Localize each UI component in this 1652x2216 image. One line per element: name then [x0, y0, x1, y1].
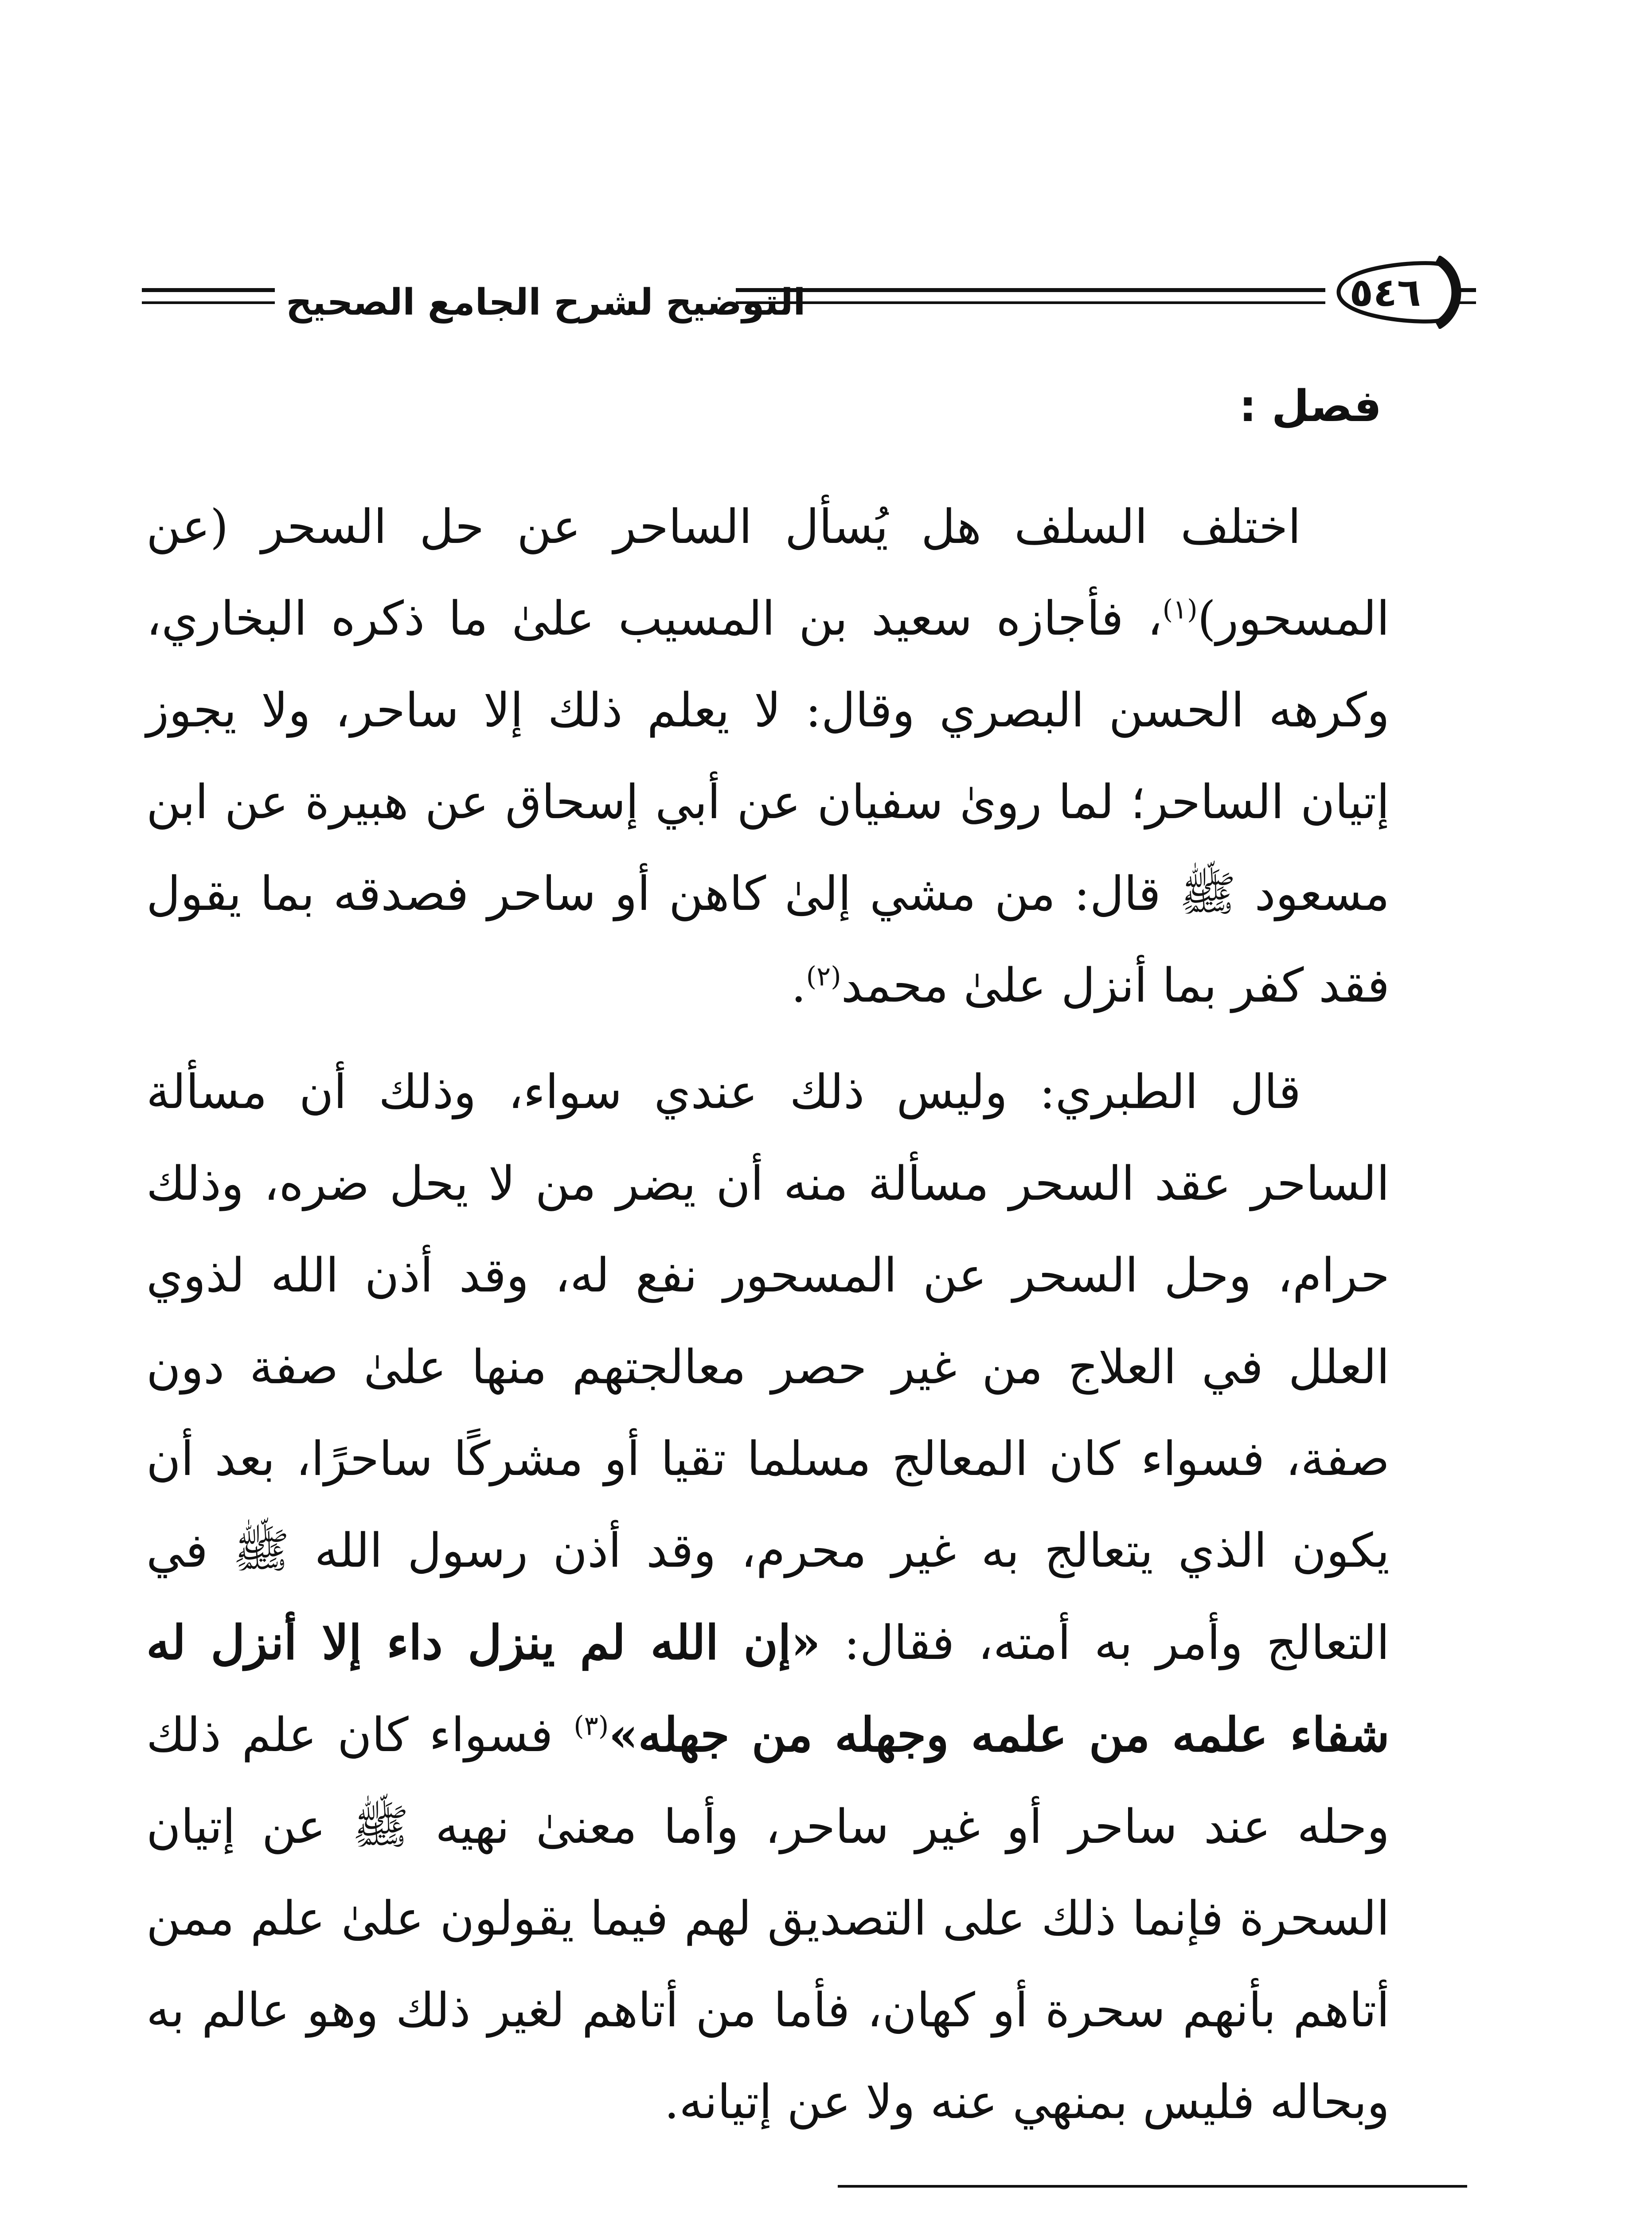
- paragraph-1-part-b: ، فأجازه سعيد بن المسيب علىٰ ما ذكره البخاري، وكرهه الحسن البصري وقال: لا يعلم ذلك إلا ساحر، ولا يجوز إتيان الساحر؛ لما روىٰ سفيان عن أبي إسحاق عن هبيرة عن ابن مسعود ﷺ قال: من مشي إلىٰ كاهن أو ساحر فصدقه بما يقول فقد كفر بما أنزل علىٰ محمد: [146, 591, 1390, 1013]
- paragraph-2-part-b: فسواء كان علم ذلك وحله عند ساحر أو غير ساحر، وأما معنىٰ نهيه ﷺ عن إتيان السحرة فإنما ذلك على التصديق لهم فيما يقولون علىٰ علم ممن أتاهم بأنهم سحرة أو كهان، فأما من أتاهم لغير ذلك وهو عالم به وبحاله فليس بمنهي عنه ولا عن إتيانه.: [146, 1708, 1390, 2129]
- header-rule-middle-top: [736, 288, 1325, 292]
- footnote-ref-1: (١): [1162, 594, 1198, 625]
- hadith-quote: «إن الله لم ينزل داء إلا أنزل له شفاء علمه من علمه وجهله من جهله»: [146, 1615, 1390, 1762]
- footnote-separator: [838, 2185, 1467, 2188]
- paragraph-1-part-a: اختلف السلف هل يُسأل الساحر عن حل السحر (عن المسحور): [146, 499, 1390, 646]
- section-heading: فصل :: [1239, 381, 1382, 432]
- footnote-ref-2: (٢): [806, 961, 841, 992]
- paragraph-2-part-a: قال الطبري: وليس ذلك عندي سواء، وذلك أن مسألة الساحر عقد السحر مسألة منه أن يضر من لا يحل ضره، وذلك حرام، وحل السحر عن المسحور نفع له، وقد أذن الله لذوي العلل في العلاج من غير حصر معالجتهم منها علىٰ صفة دون صفة، فسواء كان المعالج مسلما تقيا أو مشركًا ساحرًا، بعد أن يكون الذي يتعالج به غير محرم، وقد أذن رسول الله ﷺ في التعالج وأمر به أمته، فقال:: [146, 1065, 1390, 1670]
- footnote-number: [1404, 2214, 1457, 2216]
- paragraph-2: [146, 1046, 1390, 2148]
- footnotes: [349, 2214, 1457, 2216]
- page-header: [142, 246, 1476, 339]
- header-rule-left-bottom: [142, 301, 275, 304]
- header-rule-middle-bottom: [736, 301, 1325, 304]
- footnote-ref-3: (٣): [574, 1710, 609, 1742]
- page-number-badge: [1321, 256, 1463, 329]
- paragraph-1-part-c: .: [791, 958, 806, 1013]
- page-number: ٥٤٦: [1349, 269, 1421, 315]
- footnote-1: [349, 2214, 1457, 2216]
- paragraph-1: [146, 481, 1390, 1031]
- header-rule-left-top: [142, 288, 275, 292]
- running-title: التوضيح لشرح الجامع الصحيح: [286, 281, 806, 324]
